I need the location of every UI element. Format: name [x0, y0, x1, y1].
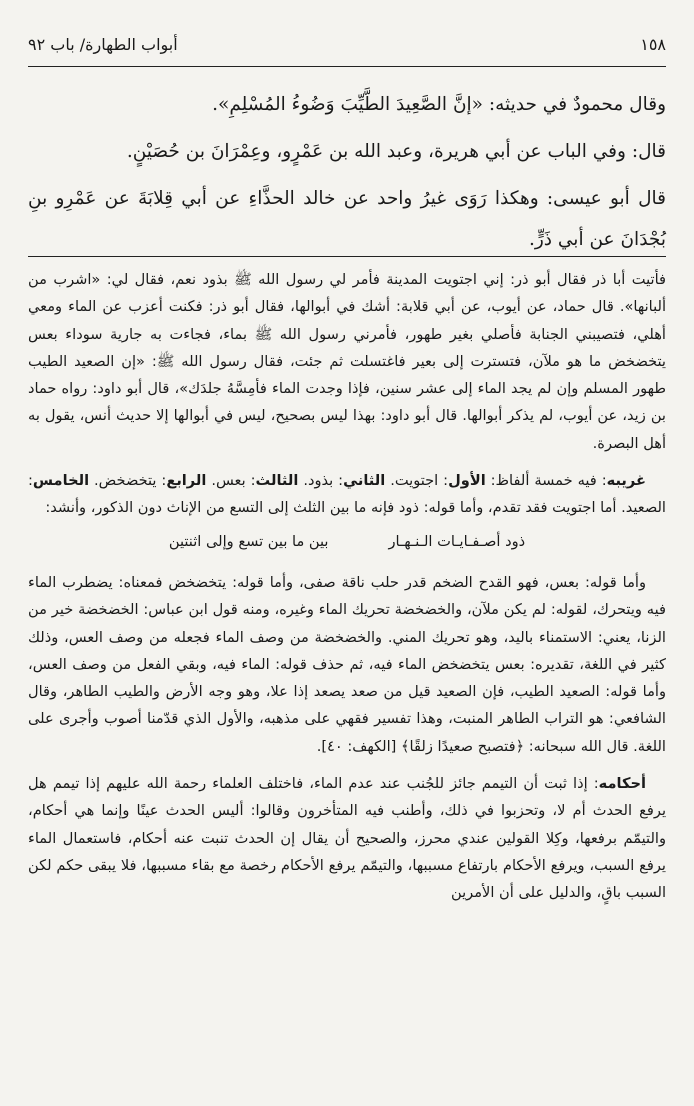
- section-label-gharib: غريبه: [606, 472, 646, 490]
- ahkam-paragraph: أحكامه: إذا ثبت أن التيمم جائز للجُنب عند عدم الماء، فاختلف العلماء رحمة الله عليهم إذا تيمم هل يرفع الحدث أم لا، وتحزبوا في ذلك، وأطنب فيه المتأخرون وقالوا: أليس الحدث عينًا وإنما هي أحكام، والتيمّم برفعها، وكِلا القولين عندي محرز، والصحيح أن يقال إن الحدث تنبت عنه أحكام، فاستعمال الماء يرفع السبب، ويرفع الأحكام بارتفاع مسببها، والتيمّم يرفع الأحكام رخصة مع بقاء مسببها، فلا يبقى حكم لكن السبب باقٍ، والدليل على أن الأمرين: [28, 775, 666, 902]
- commentary: [28, 266, 666, 911]
- gharib-paragraph: غريبه: فيه خمسة ألفاظ: الأول: اجتويت. الثاني: بذود. الثالث: بعس. الرابع: يتخضخض. الخامس: الصعيد. أما اجتويت فقد تقدم، وأما قوله: ذود فإنه ما بين الثلث إلى التسع من الإناث دون الذكور، وأنشد:: [28, 472, 666, 517]
- hadith-line-3: قال أبو عيسى: وهكذا رَوَى غيرُ واحد عن خالد الحذَّاءِ عن أبي قِلابَةَ عن عَمْرِو بنِ بُجْدَانَ عن أبي ذَرٍّ.: [28, 188, 666, 250]
- hadith-text: [28, 84, 666, 260]
- hadith-line-2: قال: وفي الباب عن أبي هريرة، وعبد الله بن عَمْرٍو، وعِمْرَانَ بن حُصَيْنٍ.: [126, 141, 666, 162]
- header-rule: [28, 66, 666, 67]
- page-number: ١٥٨: [640, 34, 666, 54]
- section-rule: [28, 256, 666, 257]
- verse-hemistich-left: بين ما بين تسع وإلى اثنتين: [168, 532, 329, 550]
- running-header: [28, 30, 666, 58]
- commentary-paragraph: فأتيت أبا ذر فقال أبو ذر: إني اجتويت المدينة فأمر لي رسول الله ﷺ بذود نعم، فقال لي: «اشرب من ألبانها». قال حماد، عن أيوب، عن أبي قلابة: أشك في أبوالها، فقال أبو ذر: فكنت أعزب عن الماء ومعي أهلي، فتصيبني الجنابة فأصلي بغير طهور، فأمرني رسول الله ﷺ بماء، فجاءت به جارية سوداء بعس يتخضخض ما هو ملآن، فتسترت إلى بعير فاغتسلت ثم جئت، فقال رسول الله ﷺ: «إن الصعيد الطيب طهور المسلم وإن لم يجد الماء إلى عشر سنين، فإذا وجدت الماء فأمِسَّهُ جلدَك»، قال أبو داود: رواه حماد بن زيد، عن أيوب، لم يذكر أبوالها. قال أبو داود: بهذا ليس بصحيح، ليس في أبوالها إلا حديث أنس، يقول به أهل البصرة.: [28, 271, 666, 452]
- hadith-line-1: وقال محمودٌ في حديثه: «إنَّ الصَّعِيدَ الطَّيِّبَ وَضُوءُ المُسْلِمِ».: [212, 94, 666, 115]
- chapter-title: أبواب الطهارة/ باب ٩٢: [28, 34, 178, 54]
- verse-hemistich-right: ذود أصـفـايـات الـنـهـار: [388, 532, 526, 550]
- section-label-ahkam: أحكامه: [598, 775, 646, 793]
- poetry-verse: [28, 528, 666, 555]
- commentary-paragraph: وأما قوله: بعس، فهو القدح الضخم قدر حلب ناقة صفى، وأما قوله: يتخضخض فمعناه: يضطرب الماء فيه ويتحرك، لقوله: لم يكن ملآن، والخضخضة تحريك الماء وغيره، ومنه قول ابن عباس: الخضخضة خير من الزنا، يعني: الاستمناء باليد، وهو تحريك المني. والخضخضة من وصف الماء فجعله من وصف العس، وذلك كثير في اللغة، تقديره: بعس يتخضخض الماء فيه، ثم حذف قوله: الماء فيه، وبقي الفعل من وصف العس، وأما قوله: الصعيد الطيب، فإن الصعيد قيل من صعد يصعد إذا علا، وهو وجه الأرض والطيب الطاهر، وقال الشافعي: هو التراب الطاهر المنبت، وهذا تفسير فقهي على مذهبه، والأول الذي قدّمنا أصوب وأجرى على اللغة. قال الله سبحانه: ﴿فتصبح صعيدًا زلقًا﴾ [الكهف: ٤٠].: [28, 573, 666, 755]
